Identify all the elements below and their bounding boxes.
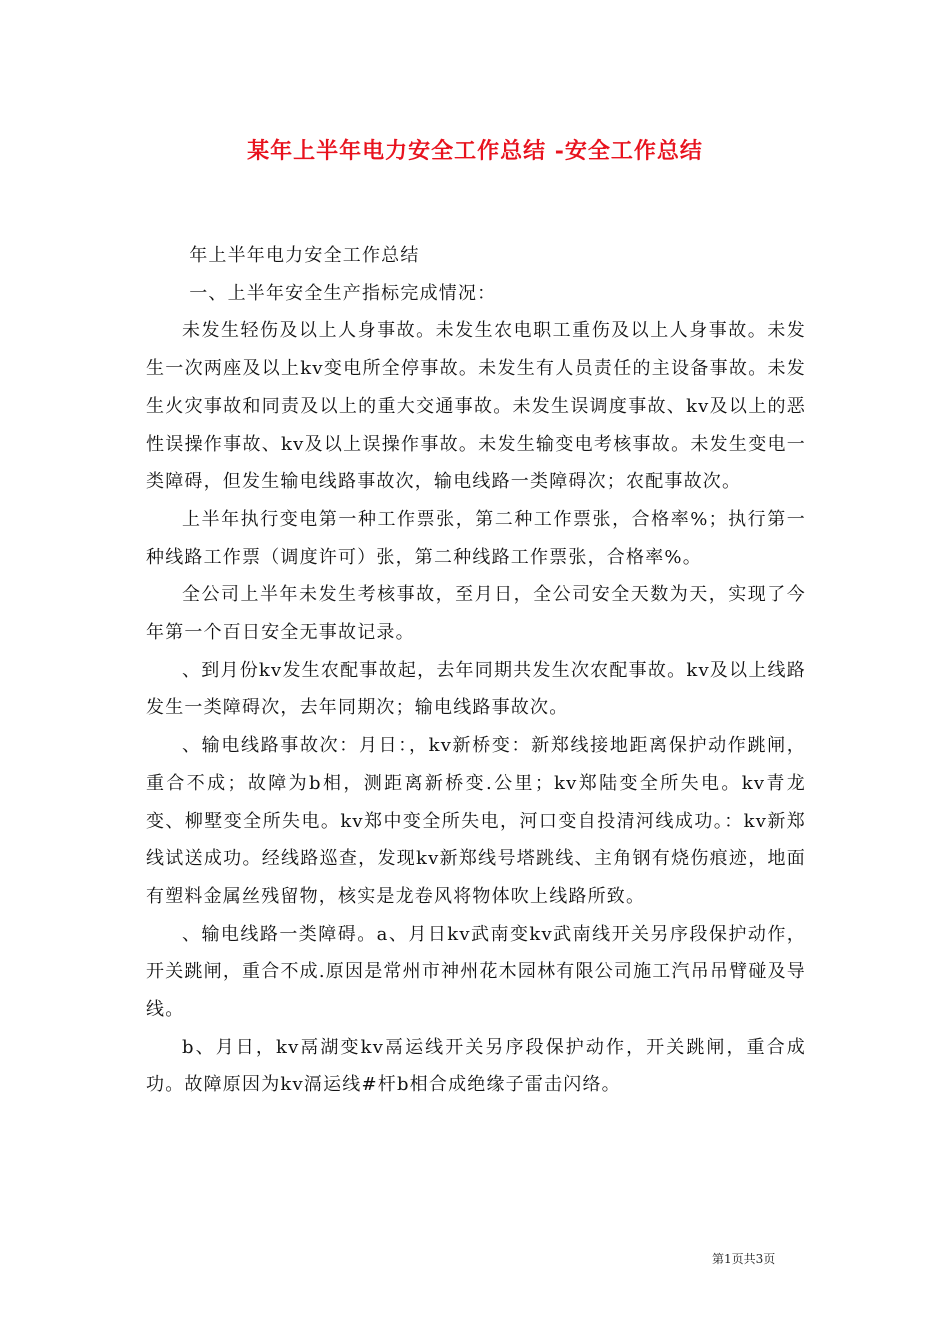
paragraph: 、到月份kv发生农配事故起，去年同期共发生次农配事故。kv及以上线路发生一类障碍次，去年同期次；输电线路事故次。 [146, 659, 806, 719]
paragraph: 、输电线路事故次：月日：，kv新桥变：新郑线接地距离保护动作跳闸，重合不成；故障为b相，测距离新桥变.公里；kv郑陆变全所失电。kv青龙变、柳墅变全所失电。kv郑中变全所失电，河口变自投清河线成功。：kv新郑线试送成功。经线路巡查，发现kv新郑线号塔跳线、主角钢有烧伤痕迹，地面有塑料金属丝残留物，核实是龙卷风将物体吹上线路所致。 [146, 735, 806, 907]
paragraph: 全公司上半年未发生考核事故，至月日，全公司安全天数为天，实现了今年第一个百日安全无事故记录。 [146, 584, 806, 644]
paragraph: b、月日，kv鬲湖变kv鬲运线开关另序段保护动作，开关跳闸，重合成功。故障原因为kv滆运线#杆b相合成绝缘子雷击闪络。 [146, 1036, 806, 1096]
document-body [146, 237, 806, 1104]
page-number: 第1页共3页 [712, 1252, 776, 1266]
paragraph: 、输电线路一类障碍。a、月日kv武南变kv武南线开关另序段保护动作，开关跳闸，重合不成.原因是常州市神州花木园林有限公司施工汽吊吊臂碰及导线。 [146, 923, 806, 1021]
section-heading: 一、上半年安全生产指标完成情况： [189, 282, 497, 304]
subtitle-paragraph: 年上半年电力安全工作总结 [189, 245, 420, 266]
document-title: 某年上半年电力安全工作总结 -安全工作总结 [247, 138, 703, 164]
paragraph: 上半年执行变电第一种工作票张，第二种工作票张，合格率%；执行第一种线路工作票（调度许可）张，第二种线路工作票张，合格率%。 [146, 508, 806, 568]
paragraph: 未发生轻伤及以上人身事故。未发生农电职工重伤及以上人身事故。未发生一次两座及以上kv变电所全停事故。未发生有人员责任的主设备事故。未发生火灾事故和同责及以上的重大交通事故。未发生误调度事故、kv及以上的恶性误操作事故、kv及以上误操作事故。未发生输变电考核事故。未发生变电一类障碍，但发生输电线路事故次，输电线路一类障碍次；农配事故次。 [146, 320, 806, 493]
